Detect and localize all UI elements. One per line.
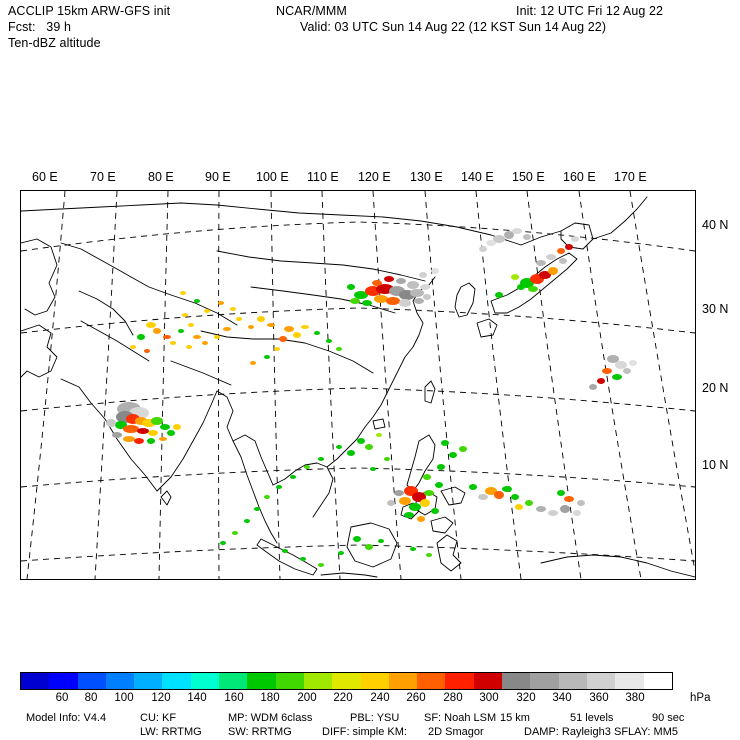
lon-label-90e: 90 E: [205, 170, 231, 184]
colorbar-tick-60: 60: [55, 692, 69, 704]
colorbar-swatch: [615, 673, 643, 689]
footer-diff: DIFF: simple KM:: [322, 726, 407, 738]
colorbar-tick-280: 280: [443, 692, 463, 704]
colorbar-swatch: [474, 673, 502, 689]
colorbar-swatch: [219, 673, 247, 689]
colorbar-swatch: [191, 673, 219, 689]
colorbar-swatch: [587, 673, 615, 689]
colorbar-swatch: [417, 673, 445, 689]
lat-label-30n: 30 N: [702, 302, 729, 316]
header-field-name: Ten-dBZ altitude: [8, 36, 101, 50]
field-cluster-indonesia: [282, 536, 432, 567]
colorbar-swatch: [162, 673, 190, 689]
field-cluster-himalaya: [130, 313, 275, 353]
field-cluster-bengal: [106, 402, 181, 444]
colorbar-unit-label: hPa: [690, 692, 711, 704]
colorbar-tick-360: 360: [589, 692, 609, 704]
footer-model-info: Model Info: V4.4: [26, 712, 107, 724]
colorbar-swatch: [247, 673, 275, 689]
footer-smagor: 2D Smagor: [428, 726, 484, 738]
footer-lw: LW: RRTMG: [140, 726, 202, 738]
footer-timestep: 90 sec: [652, 712, 685, 724]
lon-label-120e: 120 E: [358, 170, 391, 184]
footer-pbl: PBL: YSU: [350, 712, 400, 724]
lat-label-40n: 40 N: [702, 218, 729, 232]
lat-label-20n: 20 N: [702, 381, 729, 395]
map-vector-layer: [21, 191, 695, 579]
header-institution: NCAR/MMM: [276, 4, 347, 18]
colorbar-tick-320: 320: [516, 692, 536, 704]
field-cluster-tibet: [180, 291, 236, 313]
footer-levels: 51 levels: [570, 712, 614, 724]
header-model-title: ACCLIP 15km ARW-GFS init: [8, 4, 171, 18]
header-valid-time: Valid: 03 UTC Sun 14 Aug 22 (12 KST Sun 14 Aug 22): [300, 20, 607, 34]
colorbar: [20, 672, 673, 690]
colorbar-swatch: [389, 673, 417, 689]
colorbar-swatch: [445, 673, 473, 689]
colorbar-swatch: [559, 673, 587, 689]
colorbar-tick-300: 300: [479, 692, 499, 704]
colorbar-swatch: [276, 673, 304, 689]
footer-sf: SF: Noah LSM: [424, 712, 497, 724]
lon-label-140e: 140 E: [461, 170, 494, 184]
field-cluster-scs: [220, 433, 390, 545]
colorbar-tick-160: 160: [224, 692, 244, 704]
lat-label-10n: 10 N: [702, 458, 729, 472]
colorbar-tick-80: 80: [84, 692, 98, 704]
colorbar-swatch: [530, 673, 558, 689]
colorbar-swatch: [49, 673, 77, 689]
footer-cu: CU: KF: [140, 712, 177, 724]
lon-label-150e: 150 E: [512, 170, 545, 184]
colorbar-swatch: [78, 673, 106, 689]
footer-sflay: SFLAY: MM5: [614, 726, 678, 738]
colorbar-tick-260: 260: [406, 692, 426, 704]
lon-label-70e: 70 E: [90, 170, 116, 184]
colorbar-tick-140: 140: [187, 692, 207, 704]
colorbar-swatch: [134, 673, 162, 689]
lon-label-110e: 110 E: [307, 170, 339, 184]
footer-sw: SW: RRTMG: [228, 726, 292, 738]
field-cluster-wpacific: [589, 355, 637, 390]
footer-damp: DAMP: Rayleigh3: [524, 726, 611, 738]
lon-label-80e: 80 E: [148, 170, 174, 184]
colorbar-swatch: [332, 673, 360, 689]
header-forecast-hour: Fcst: 39 h: [8, 20, 72, 34]
lon-label-100e: 100 E: [256, 170, 289, 184]
colorbar-tick-180: 180: [260, 692, 280, 704]
colorbar-tick-200: 200: [297, 692, 317, 704]
colorbar-swatch: [106, 673, 134, 689]
colorbar-tick-340: 340: [552, 692, 572, 704]
colorbar-tick-380: 380: [625, 692, 645, 704]
lon-label-60e: 60 E: [32, 170, 58, 184]
lon-label-130e: 130 E: [410, 170, 443, 184]
colorbar-tick-100: 100: [114, 692, 134, 704]
colorbar-tick-220: 220: [333, 692, 353, 704]
lon-label-170e: 170 E: [614, 170, 647, 184]
map-canvas[interactable]: [20, 190, 696, 580]
colorbar-swatch: [361, 673, 389, 689]
field-overlay: [106, 228, 637, 567]
colorbar-swatch: [21, 673, 49, 689]
header-init-time: Init: 12 UTC Fri 12 Aug 22: [516, 4, 664, 18]
colorbar-swatch: [304, 673, 332, 689]
field-cluster-philippines: [387, 440, 467, 522]
field-cluster-northchina: [347, 268, 439, 307]
colorbar-tick-240: 240: [370, 692, 390, 704]
lon-label-160e: 160 E: [563, 170, 596, 184]
colorbar-tick-120: 120: [151, 692, 171, 704]
colorbar-swatch: [502, 673, 530, 689]
footer-resolution: 15 km: [500, 712, 530, 724]
footer-mp: MP: WDM 6class: [228, 712, 313, 724]
colorbar-swatch: [644, 673, 672, 689]
